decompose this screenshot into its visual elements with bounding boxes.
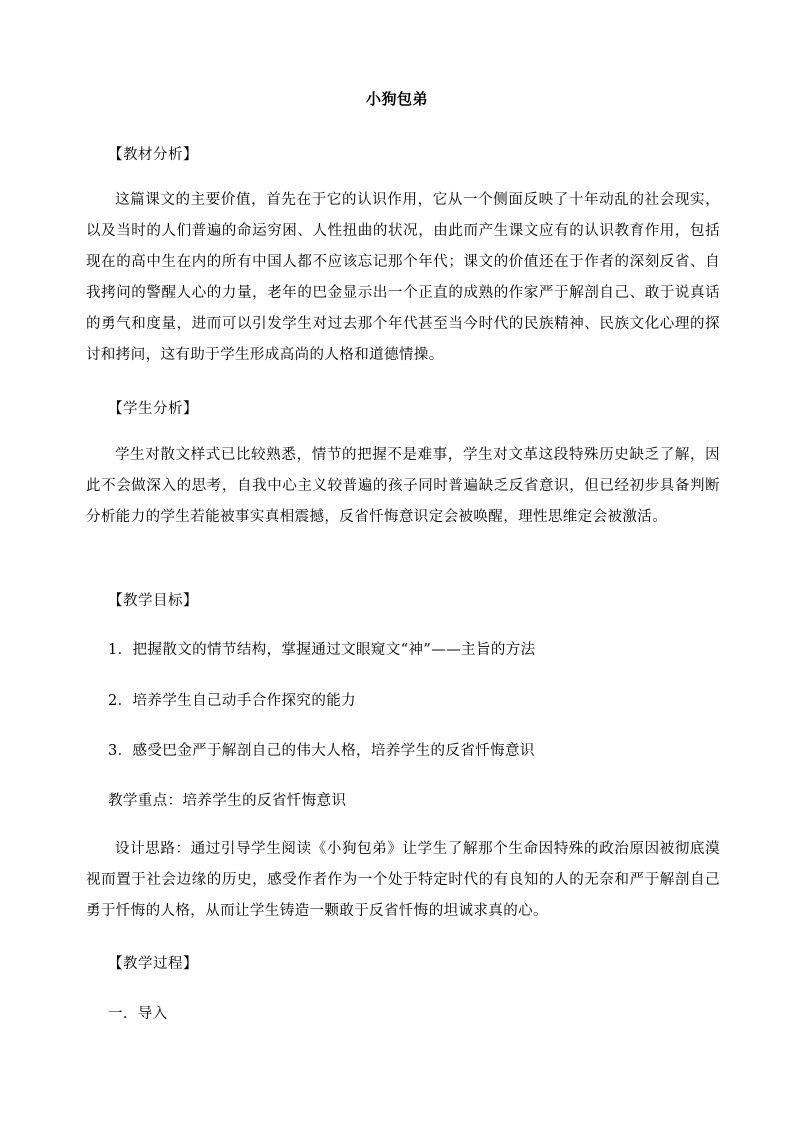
goal-item-3: 3．感受巴金严于解剖自己的伟大人格，培养学生的反省忏悔意识 xyxy=(108,743,535,759)
paragraph-student-analysis: 学生对散文样式已比较熟悉，情节的把握不是难事，学生对文革这段特殊历史缺乏了解，因此不会做深入的思考，自我中心主义较普遍的孩子同时普遍缺乏反省意识，但已经初步具备判断分析能力的学生若能被事实真相震撼，反省忏悔意识定会被唤醒，理性思维定会被激活。 xyxy=(86,447,720,525)
paragraph-design-idea: 设计思路：通过引导学生阅读《小狗包弟》让学生了解那个生命因特殊的政治原因被彻底漠视而置于社会边缘的历史，感受作者作为一个处于特定时代的有良知的人的无奈和严于解剖自己勇于忏悔的人格，从而让学生铸造一颗敢于反省忏悔的坦诚求真的心。 xyxy=(86,841,720,919)
process-step-1: 一．导入 xyxy=(108,1006,168,1022)
heading-teaching-process: 【教学过程】 xyxy=(108,956,198,972)
heading-teaching-goals: 【教学目标】 xyxy=(108,593,198,609)
goal-item-2: 2．培养学生自己动手合作探究的能力 xyxy=(108,693,357,709)
heading-student-analysis: 【学生分析】 xyxy=(108,401,198,417)
heading-textbook-analysis: 【教材分析】 xyxy=(108,147,198,163)
document-title: 小狗包弟 xyxy=(365,90,428,108)
paragraph-textbook-analysis: 这篇课文的主要价值，首先在于它的认识作用，它从一个侧面反映了十年动乱的社会现实，以及当时的人们普遍的命运穷困、人性扭曲的状况，由此而产生课文应有的认识教育作用，包括现在的高中生在内的所有中国人都不应该忘记那个年代；课文的价值还在于作者的深刻反省、自我拷问的警醒人心的力量，老年的巴金显示出一个正直的成熟的作家严于解剖自己、敢于说真话的勇气和度量，进而可以引发学生对过去那个年代甚至当今时代的民族精神、民族文化心理的探讨和拷问，这有助于学生形成高尚的人格和道德情操。 xyxy=(86,192,720,363)
teaching-key-point: 教学重点：培养学生的反省忏悔意识 xyxy=(108,793,347,809)
goal-item-1: 1．把握散文的情节结构，掌握通过文眼窥文“神”——主旨的方法 xyxy=(108,642,536,658)
